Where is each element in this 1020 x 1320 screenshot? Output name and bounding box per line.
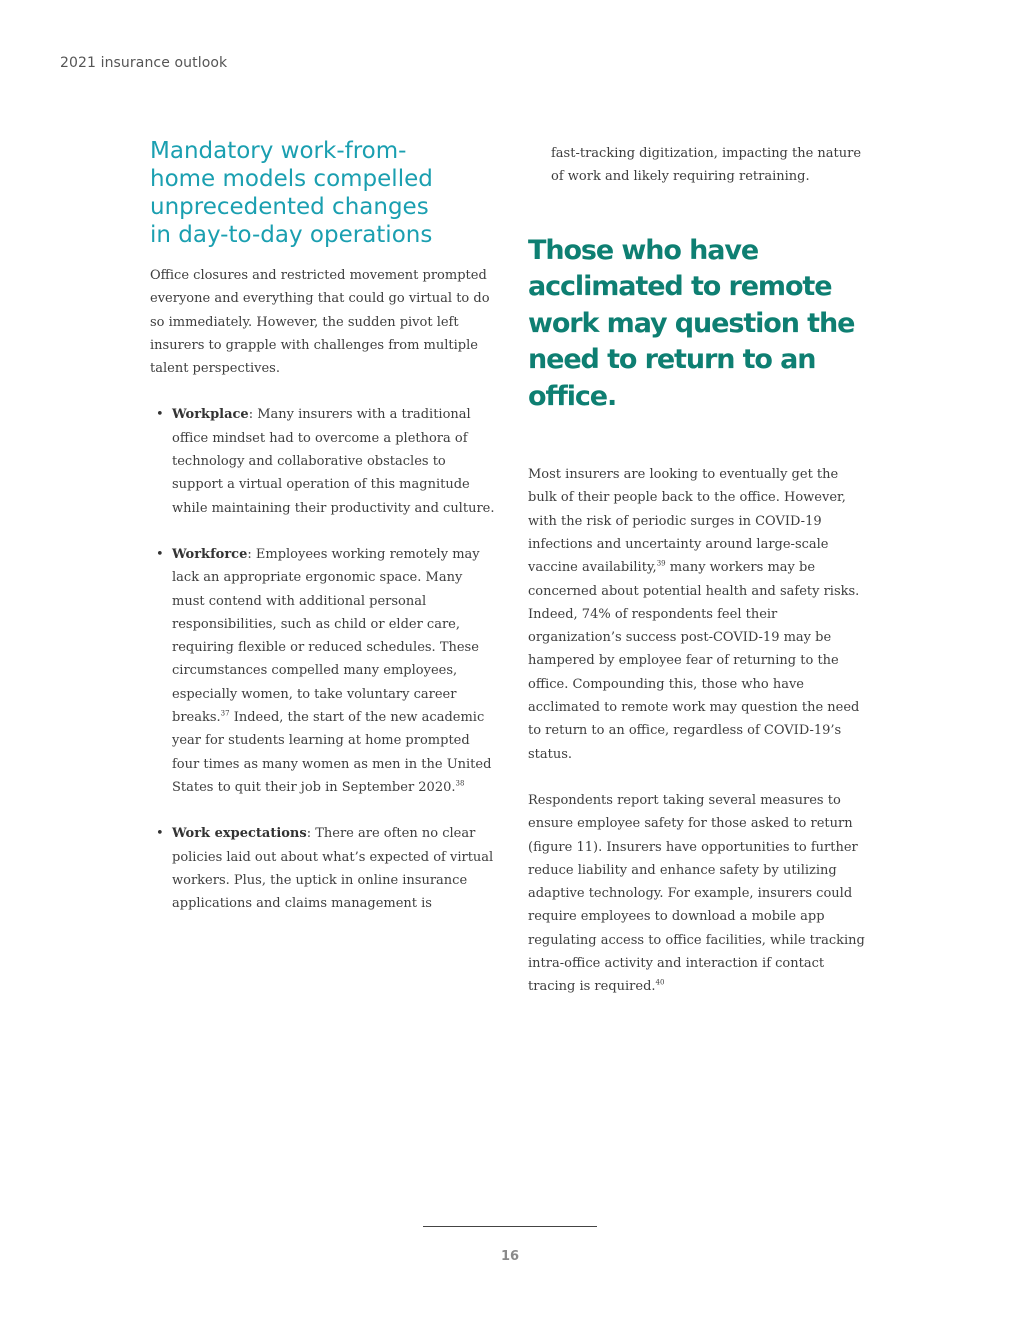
- page-number: 16: [500, 1249, 520, 1264]
- paragraph-text: Most insurers are looking to eventually get the bulk of their people back to the office. However, with the risk of periodic surges in COVID-19 infections and uncertainty around large-scale vaccine availability,: [528, 467, 846, 576]
- section-heading: Mandatory work-from-home models compelled unprecedented changes in day-to-day operations: [150, 138, 433, 248]
- intro-paragraph: Office closures and restricted movement prompted everyone and everything that could go virtual to do so immediately. However, the sudden pivot left insurers to grapple with challenges from multiple talent perspectives.: [150, 268, 490, 377]
- footer-divider: [423, 1226, 597, 1227]
- left-column: [150, 137, 495, 938]
- endnote-ref-37: 37: [220, 709, 230, 718]
- paragraph-text: Respondents report taking several measures to ensure employee safety for those asked to return (figure 11). Insurers have opportunities to further reduce liability and enhance safety by utilizing adaptive technology. For example, insurers could require employees to download a mobile app regulating access to office facilities, while tracking intra-office activity and interaction if contact tracing is required.: [528, 792, 865, 995]
- bullet-term: Work expectations: [172, 826, 307, 842]
- bullet-text: Indeed, the start of the new academic year for students learning at home prompted four times as many women as men in the United States to quit their job in September 2020.: [172, 710, 492, 795]
- talent-perspectives-list: [150, 403, 495, 915]
- endnote-ref-40: 40: [655, 979, 665, 987]
- bullet-term: Workforce: [172, 546, 248, 562]
- pull-quote: Those who have acclimated to remote work may question the need to return to an office.: [528, 234, 855, 412]
- bullet-term: Workplace: [172, 407, 249, 423]
- paragraph-text: many workers may be concerned about potential health and safety risks. Indeed, 74% of respondents feel their organization’s success post-COVID-19 may be hampered by employee fear of returning to the office. Compounding this, those who have acclimated to remote work may question the need to return to an office, regardless of COVID-19’s status.: [528, 560, 860, 762]
- list-item-workplace: [150, 403, 495, 519]
- body-paragraph: [526, 463, 871, 766]
- continued-bullet-text: fast-tracking digitization, impacting the nature of work and likely requiring retraining.: [551, 146, 862, 185]
- list-item-work-expectations: [150, 822, 495, 915]
- bullet-text: : Employees working remotely may lack an appropriate ergonomic space. Many must contend with additional personal responsibilities, such as child or elder care, requiring flexible or reduced schedules. These circumstances compelled many employees, especially women, to take voluntary career breaks.: [172, 546, 480, 726]
- bullet-text: : Many insurers with a traditional office mindset had to overcome a plethora of technology and collaborative obstacles to support a virtual operation of this magnitude while maintaining their productivity and culture.: [172, 407, 495, 516]
- endnote-ref-39: 39: [656, 559, 666, 568]
- bullet-text: : There are often no clear policies laid out about what’s expected of virtual workers. Plus, the uptick in online insurance applications and claims management is: [172, 826, 494, 912]
- body-paragraph: [526, 789, 871, 999]
- endnote-ref-38: 38: [455, 779, 465, 788]
- right-column: [526, 142, 871, 1022]
- list-item-workforce: [150, 543, 495, 799]
- running-header: 2021 insurance outlook: [60, 55, 228, 71]
